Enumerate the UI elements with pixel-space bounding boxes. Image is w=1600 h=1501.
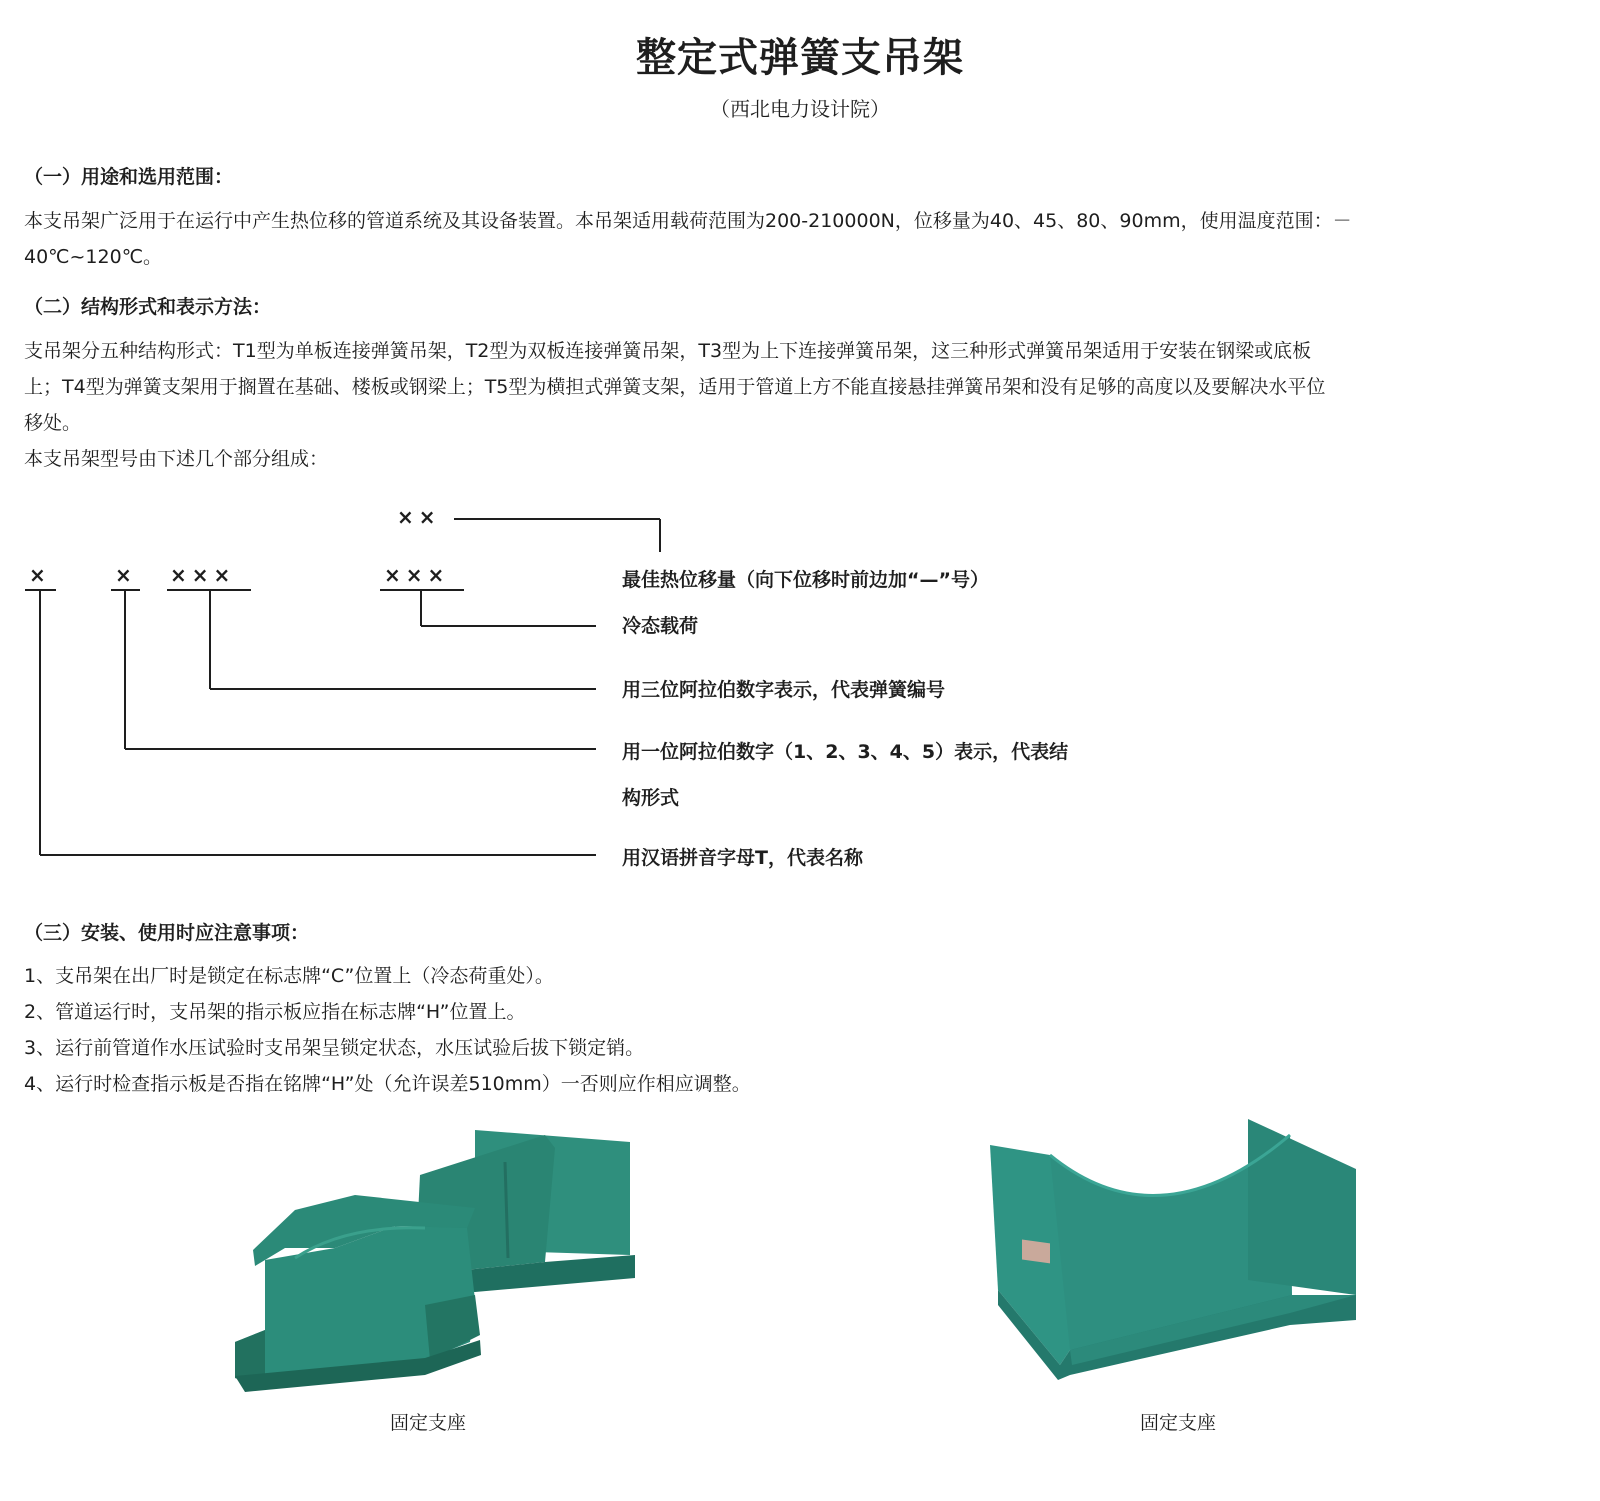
page-title: 整定式弹簧支吊架 xyxy=(636,35,964,81)
notes-item: 2、管道运行时，支吊架的指示板应指在标志牌“H”位置上。 xyxy=(24,1001,526,1023)
nameplate-icon xyxy=(1022,1239,1050,1263)
paragraph-line: 40℃~120℃。 xyxy=(24,246,163,268)
code-form-digit: × xyxy=(115,563,137,587)
label-cold-load: 冷态载荷 xyxy=(622,615,699,637)
section-heading-notes: （三）安装、使用时应注意事项： xyxy=(24,922,310,944)
section-heading-usage: （一）用途和选用范围： xyxy=(24,166,234,188)
code-cold-load: ××× xyxy=(384,563,450,587)
page-subtitle: （西北电力设计院） xyxy=(710,97,890,121)
label-structure-form-cont: 构形式 xyxy=(622,787,680,809)
code-displacement: ×× xyxy=(397,505,441,529)
code-spring-number: ××× xyxy=(170,563,236,587)
fixed-support-photo-1 xyxy=(225,1130,655,1400)
label-name: 用汉语拼音字母T，代表名称 xyxy=(622,847,863,869)
paragraph-line: 上；T4型为弹簧支架用于搁置在基础、楼板或钢梁上；T5型为横担式弹簧支架，适用于管道上方不能直接悬挂弹簧吊架和没有足够的高度以及要解决水平位 xyxy=(24,376,1326,398)
paragraph-line: 支吊架分五种结构形式：T1型为单板连接弹簧吊架，T2型为双板连接弹簧吊架，T3型为上下连接弹簧吊架，这三种形式弹簧吊架适用于安装在钢梁或底板 xyxy=(24,340,1312,362)
photo-caption-2: 固定支座 xyxy=(1140,1412,1217,1434)
paragraph-line: 本支吊架型号由下述几个部分组成： xyxy=(24,448,329,470)
code-name-letter: × xyxy=(29,563,51,587)
photo-caption-1: 固定支座 xyxy=(390,1412,467,1434)
notes-item: 4、运行时检查指示板是否指在铭牌“H”处（允许误差510mm）一否则应作相应调整。 xyxy=(24,1073,751,1095)
section-heading-structure: （二）结构形式和表示方法： xyxy=(24,296,272,318)
label-structure-form: 用一位阿拉伯数字（1、2、3、4、5）表示，代表结 xyxy=(622,741,1069,763)
paragraph-line: 移处。 xyxy=(24,412,82,434)
paragraph-line: 本支吊架广泛用于在运行中产生热位移的管道系统及其设备装置。本吊架适用载荷范围为200-210000N，位移量为40、45、80、90mm，使用温度范围：－ xyxy=(24,210,1352,232)
label-displacement: 最佳热位移量（向下位移时前边加“—”号） xyxy=(622,569,989,591)
notes-item: 3、运行前管道作水压试验时支吊架呈锁定状态，水压试验后拔下锁定销。 xyxy=(24,1037,645,1059)
fixed-support-photo-2 xyxy=(990,1115,1380,1395)
label-spring-number: 用三位阿拉伯数字表示，代表弹簧编号 xyxy=(622,679,946,701)
notes-item: 1、支吊架在出厂时是锁定在标志牌“C”位置上（冷态荷重处）。 xyxy=(24,965,554,987)
